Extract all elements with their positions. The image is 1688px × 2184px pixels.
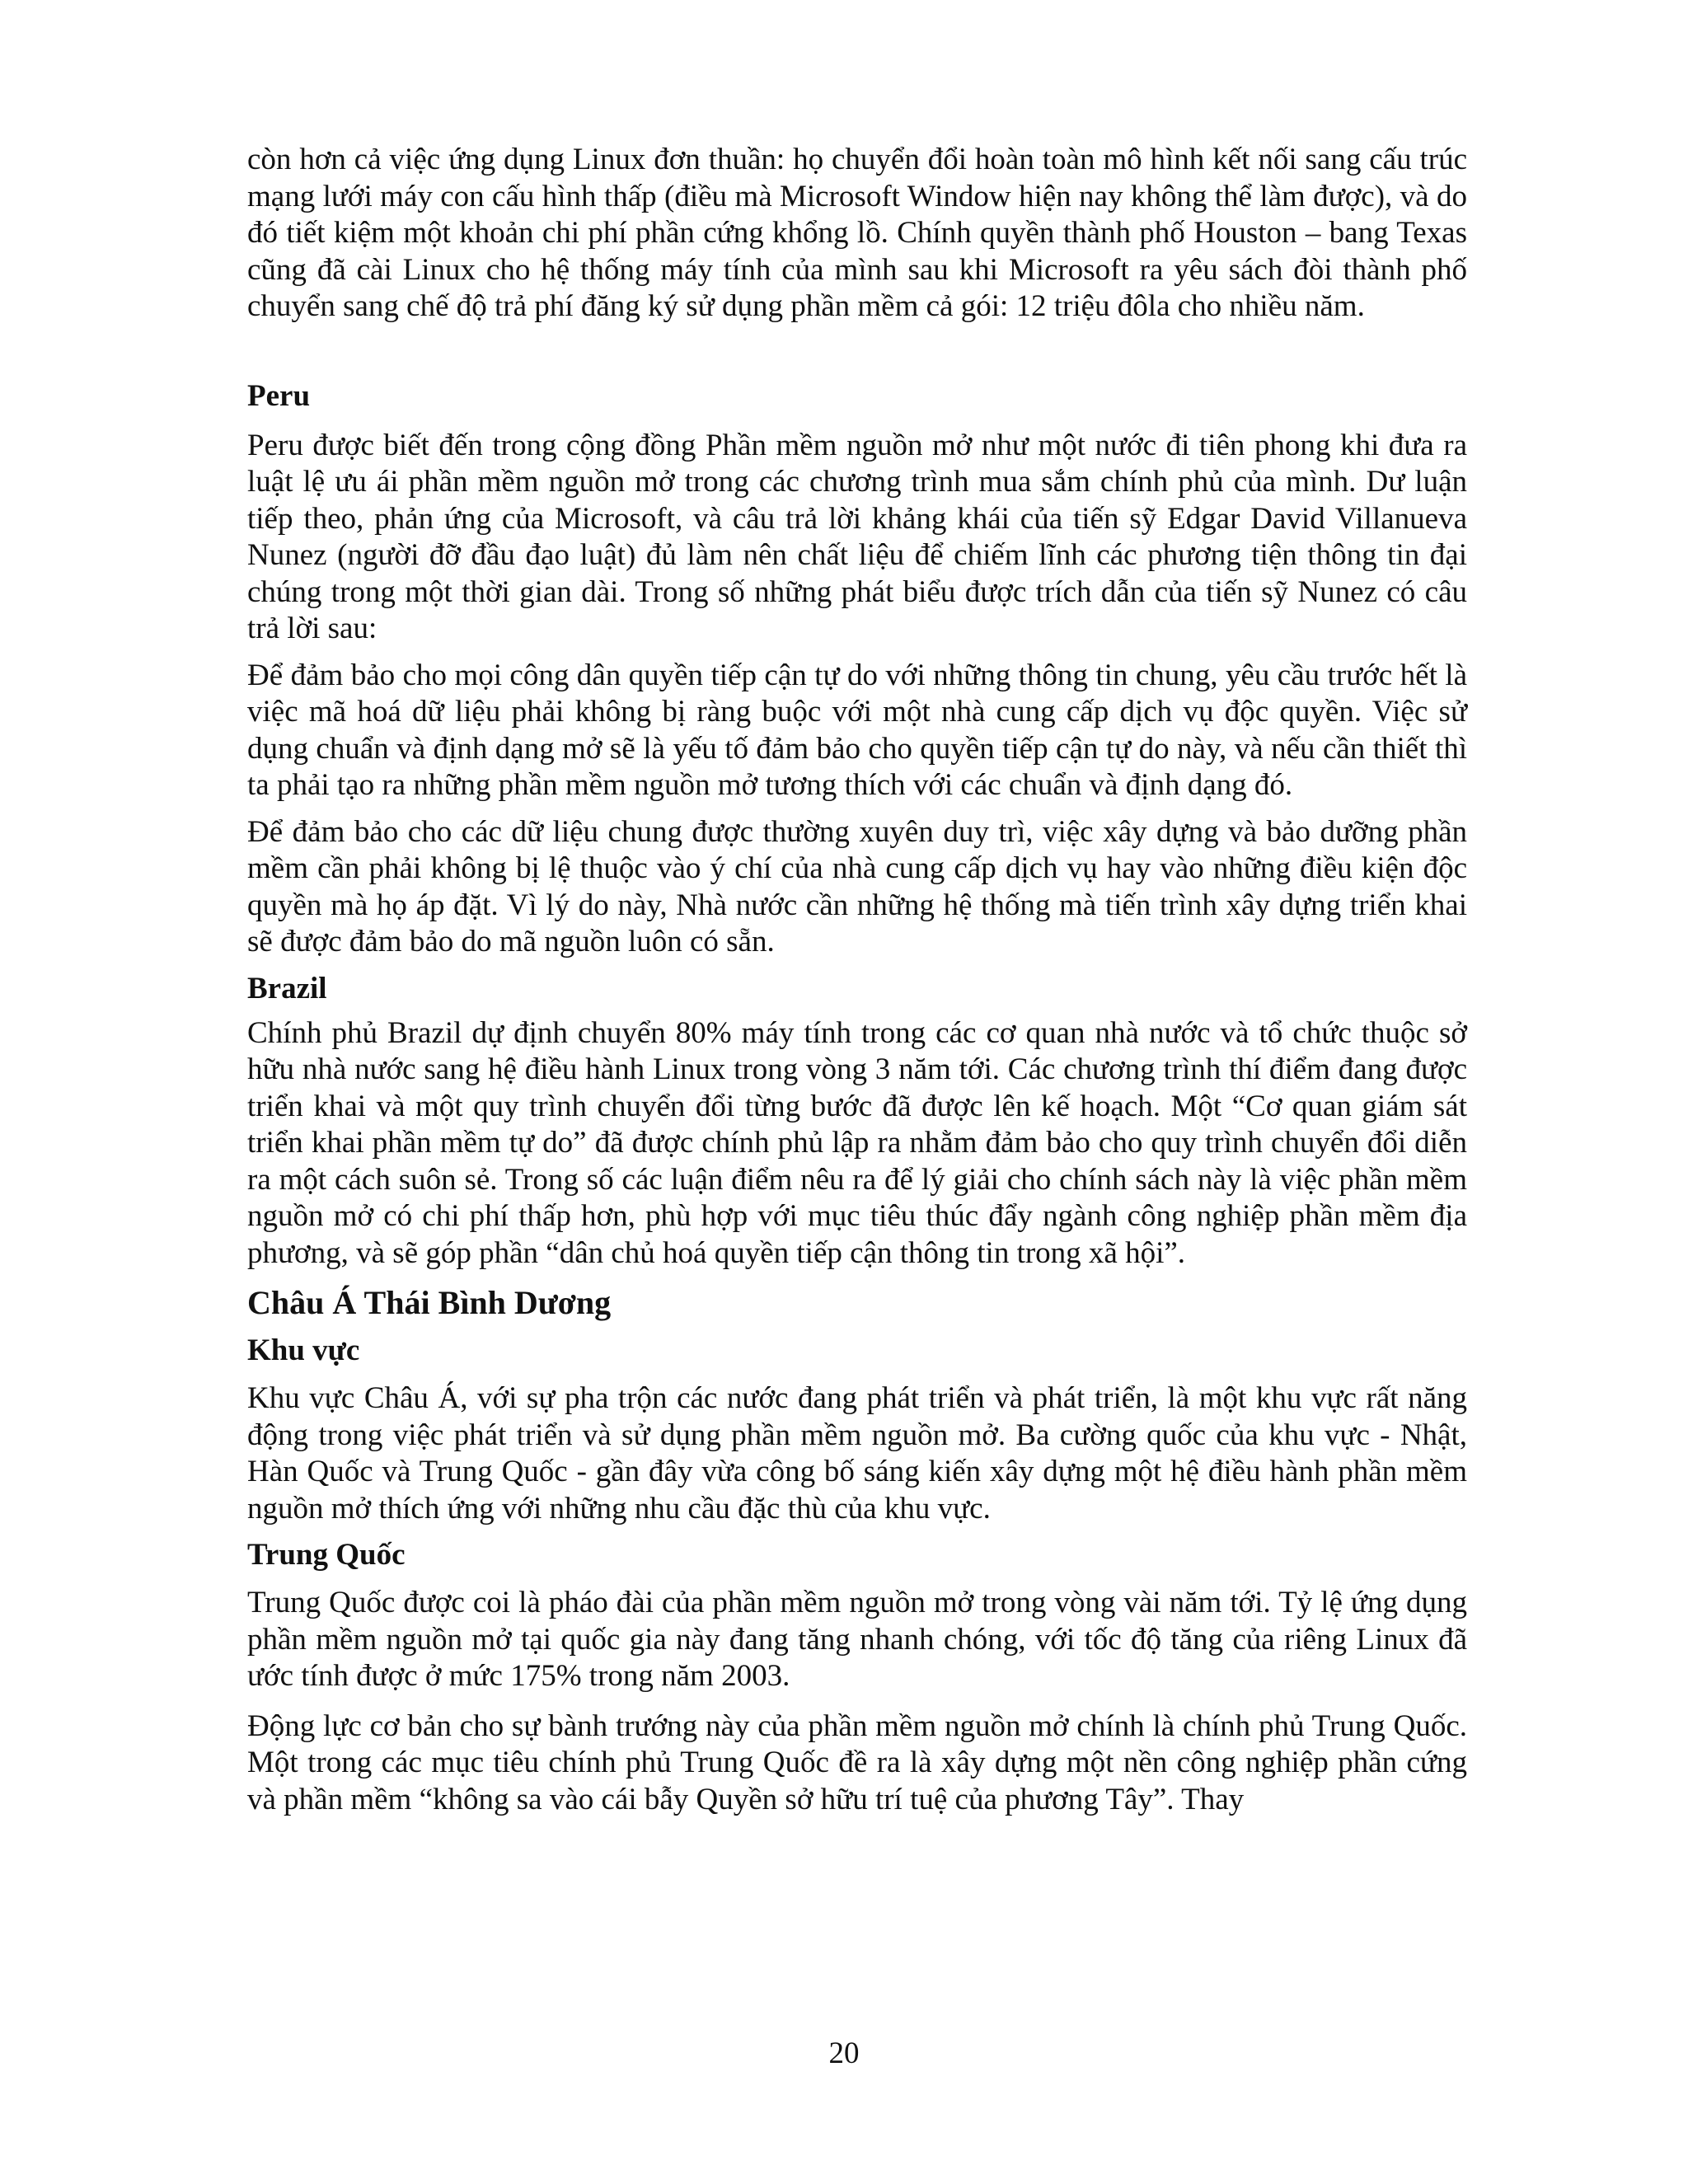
intro-paragraph: còn hơn cả việc ứng dụng Linux đơn thuần: họ chuyển đổi hoàn toàn mô hình kết nối sang cấu trúc mạng lưới máy con cấu hình thấp (điều mà Microsoft Window hiện nay không thể làm được), và do đó tiết kiệm một khoản chi phí phần cứng khổng lồ. Chính quyền thành phố Houston – bang Texas cũng đã cài Linux cho hệ thống máy tính của mình sau khi Microsoft ra yêu sách đòi thành phố chuyển sang chế độ trả phí đăng ký sử dụng phần mềm cả gói: 12 triệu đôla cho nhiều năm. — [247, 143, 1467, 323]
page-number: 20 — [828, 2036, 860, 2070]
subsection-heading-china: Trung Quốc — [247, 1538, 406, 1572]
section-heading-peru: Peru — [247, 378, 311, 413]
subsection-heading-region: Khu vực — [247, 1333, 360, 1367]
peru-paragraph-1: Peru được biết đến trong cộng đồng Phần mềm nguồn mở như một nước đi tiên phong khi đưa ra luật lệ ưu ái phần mềm nguồn mở trong các chương trình mua sắm chính phủ của mình. Dư luận tiếp theo, phản ứng của Microsoft, và câu trả lời khảng khái của tiến sỹ Edgar David Villanueva Nunez (người đỡ đầu đạo luật) đủ làm nên chất liệu để chiếm lĩnh các phương tiện thông tin đại chúng trong một thời gian dài. Trong số những phát biểu được trích dẫn của tiến sỹ Nunez có câu trả lời sau: — [247, 428, 1467, 645]
section-heading-brazil: Brazil — [247, 971, 327, 1005]
document-page — [247, 142, 1467, 1818]
region-paragraph: Khu vực Châu Á, với sự pha trộn các nước đang phát triển và phát triển, là một khu vực rất năng động trong việc phát triển và sử dụng phần mềm nguồn mở. Ba cường quốc của khu vực - Nhật, Hàn Quốc và Trung Quốc - gần đây vừa công bố sáng kiến xây dựng một hệ điều hành phần mềm nguồn mở thích ứng với những nhu cầu đặc thù của khu vực. — [247, 1381, 1467, 1526]
section-heading-asia-pacific: Châu Á Thái Bình Dương — [247, 1284, 612, 1321]
china-paragraph-2: Động lực cơ bản cho sự bành trướng này của phần mềm nguồn mở chính là chính phủ Trung Quốc. Một trong các mục tiêu chính phủ Trung Quốc đề ra là xây dựng một nền công nghiệp phần cứng và phần mềm “không sa vào cái bẫy Quyền sở hữu trí tuệ của phương Tây”. Thay — [247, 1708, 1467, 1816]
china-paragraph-1: Trung Quốc được coi là pháo đài của phần mềm nguồn mở trong vòng vài năm tới. Tỷ lệ ứng dụng phần mềm nguồn mở tại quốc gia này đang tăng nhanh chóng, với tốc độ tăng của riêng Linux đã ước tính được ở mức 175% trong năm 2003. — [247, 1586, 1467, 1693]
peru-quote-paragraph-2: Để đảm bảo cho các dữ liệu chung được thường xuyên duy trì, việc xây dựng và bảo dưỡng phần mềm cần phải không bị lệ thuộc vào ý chí của nhà cung cấp dịch vụ hay vào những điều kiện độc quyền mà họ áp đặt. Vì lý do này, Nhà nước cần những hệ thống mà tiến trình xây dựng triển khai sẽ được đảm bảo do mã nguồn luôn có sẵn. — [247, 814, 1467, 958]
peru-quote-paragraph-1: Để đảm bảo cho mọi công dân quyền tiếp cận tự do với những thông tin chung, yêu cầu trước hết là việc mã hoá dữ liệu phải không bị ràng buộc với một nhà cung cấp dịch vụ độc quyền. Việc sử dụng chuẩn và định dạng mở sẽ là yếu tố đảm bảo cho quyền tiếp cận tự do này, và nếu cần thiết thì ta phải tạo ra những phần mềm nguồn mở tương thích với các chuẩn và định dạng đó. — [247, 658, 1467, 802]
brazil-paragraph: Chính phủ Brazil dự định chuyển 80% máy tính trong các cơ quan nhà nước và tổ chức thuộc sở hữu nhà nước sang hệ điều hành Linux trong vòng 3 năm tới. Các chương trình thí điểm đang được triển khai và một quy trình chuyển đổi từng bước đã được lên kế hoạch. Một “Cơ quan giám sát triển khai phần mềm tự do” đã được chính phủ lập ra nhằm đảm bảo cho quy trình chuyển đổi diễn ra một cách suôn sẻ. Trong số các luận điểm nêu ra để lý giải cho chính sách này là việc phần mềm nguồn mở có chi phí thấp hơn, phù hợp với mục tiêu thúc đẩy ngành công nghiệp phần mềm địa phương, và sẽ góp phần “dân chủ hoá quyền tiếp cận thông tin trong xã hội”. — [247, 1015, 1467, 1270]
